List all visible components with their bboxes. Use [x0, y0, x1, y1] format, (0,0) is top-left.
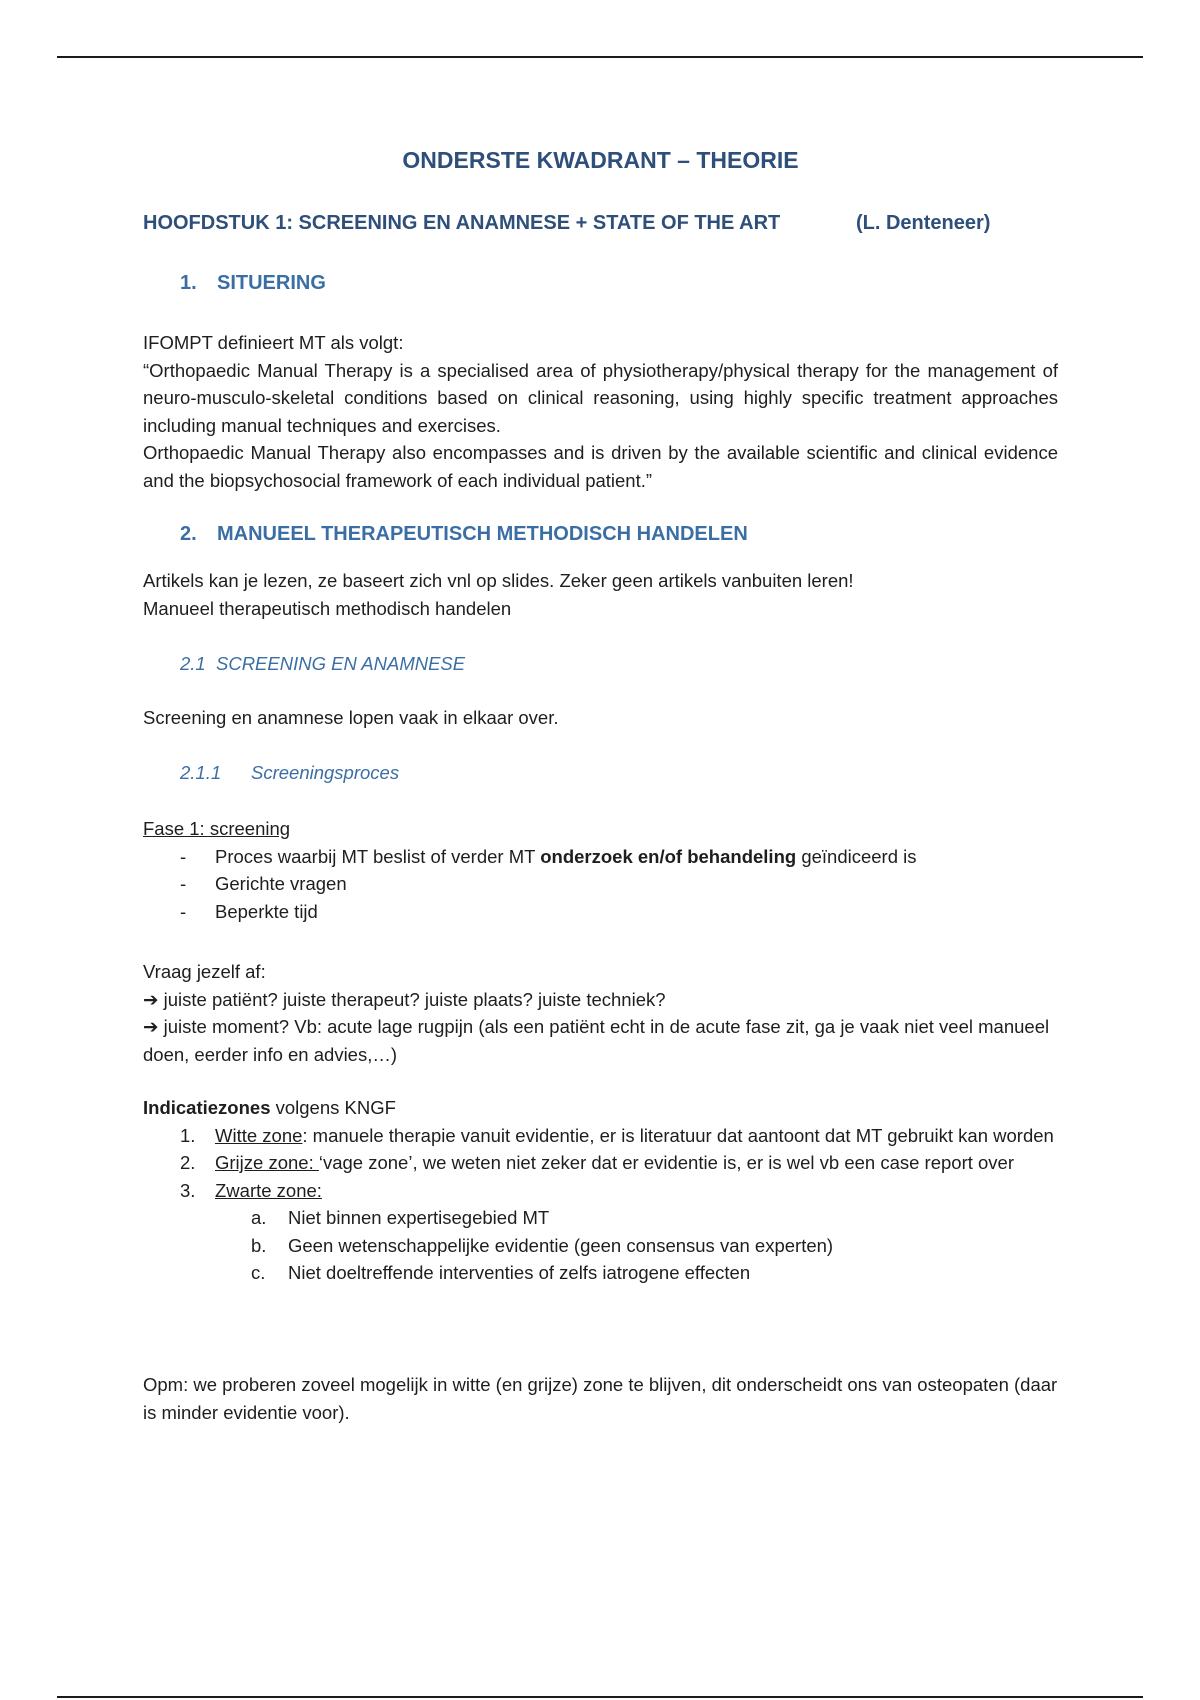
phase-list — [143, 843, 1058, 926]
section-body-situering — [143, 329, 1058, 494]
chapter-label: HOOFDSTUK 1: SCREENING EN ANAMNESE + STATE OF THE ART — [143, 212, 781, 234]
list-item: - Beperkte tijd — [143, 898, 1058, 926]
arrow-line: ➔ juiste moment? Vb: acute lage rugpijn (als een patiënt echt in de acute fase zit, ga je vaak niet veel manueel doen, eerder info en advies,…) — [143, 1016, 1050, 1065]
section-body-manueel — [143, 567, 1058, 622]
chapter-author: (L. Denteneer) — [856, 212, 991, 234]
list-item: c. Niet doeltreffende interventies of zelfs iatrogene effecten — [251, 1262, 751, 1283]
zone-list — [143, 1122, 1058, 1205]
indicatiezones-block — [143, 1094, 1058, 1287]
screening-phase-block — [143, 815, 1058, 925]
bold-text: onderzoek en/of behandeling — [540, 845, 797, 867]
section-heading-situering — [180, 269, 326, 297]
subsection-title: SCREENING EN ANAMNESE — [216, 653, 466, 674]
subsection-body-screening — [143, 704, 1058, 732]
subsection-number: 2.1 — [180, 653, 206, 674]
section-number: 2. — [180, 523, 197, 545]
subsection-heading-screening — [180, 650, 465, 677]
phase-label: Fase 1: screening — [143, 818, 291, 839]
section-title: MANUEEL THERAPEUTISCH METHODISCH HANDELEN — [217, 523, 748, 545]
list-item: b. Geen wetenschappelijke evidentie (geen consensus van experten) — [251, 1234, 834, 1256]
header-rule — [57, 56, 1143, 58]
body-line: Opm: we proberen zoveel mogelijk in witte (en grijze) zone te blijven, dit onderscheidt ons van osteopaten (daar is minder evidentie voor). — [143, 1374, 1058, 1423]
subsubsection-number: 2.1.1 — [180, 762, 222, 783]
indicatie-intro: Indicatiezones volgens KNGF — [143, 1097, 396, 1118]
section-heading-manueel — [180, 520, 748, 548]
vraag-block — [143, 958, 1058, 1068]
body-line: Vraag jezelf af: — [143, 961, 266, 982]
page-title: ONDERSTE KWADRANT – THEORIE — [402, 147, 799, 173]
zwarte-zone-sublist — [143, 1204, 1058, 1287]
subsubsection-heading — [180, 759, 399, 786]
chapter-heading — [143, 209, 1058, 237]
footer-rule — [57, 1696, 1143, 1698]
subsubsection-title: Screeningsproces — [251, 762, 400, 783]
quote-paragraph-1: “Orthopaedic Manual Therapy is a specialised area of physiotherapy/physical therapy for the management of neuro-musculo-skeletal conditions based on clinical reasoning, using highly specific treatment approaches including manual techniques and exercises. — [143, 359, 1058, 436]
arrow-line: ➔ juiste patiënt? juiste therapeut? juiste plaats? juiste techniek? — [143, 988, 666, 1010]
quote-paragraph-2: Orthopaedic Manual Therapy also encompasses and is driven by the available scientific and clinical evidence and the biopsychosocial framework of each individual patient.” — [143, 442, 1058, 491]
intro-text: IFOMPT definieert MT als volgt: — [143, 332, 404, 353]
section-title: SITUERING — [217, 272, 326, 294]
section-number: 1. — [180, 272, 197, 294]
body-line: Screening en anamnese lopen vaak in elkaar over. — [143, 707, 559, 728]
body-line: Artikels kan je lezen, ze baseert zich vnl op slides. Zeker geen artikels vanbuiten leren! — [143, 570, 854, 591]
list-item: 3. Zwarte zone: — [180, 1179, 322, 1201]
opmerking-block — [143, 1371, 1058, 1426]
list-item: 1. Witte zone: manuele therapie vanuit evidentie, er is literatuur dat aantoont dat MT gebruikt kan worden — [180, 1124, 1054, 1146]
list-item: 2. Grijze zone: ‘vage zone’, we weten niet zeker dat er evidentie is, er is wel vb een case report over — [180, 1152, 1015, 1173]
body-line: Manueel therapeutisch methodisch handelen — [143, 597, 512, 619]
list-item: - Proces waarbij MT beslist of verder MT onderzoek en/of behandeling geïndiceerd is — [143, 843, 1058, 871]
list-item: - Gerichte vragen — [143, 870, 1058, 898]
list-item: a. Niet binnen expertisegebied MT — [251, 1207, 550, 1228]
